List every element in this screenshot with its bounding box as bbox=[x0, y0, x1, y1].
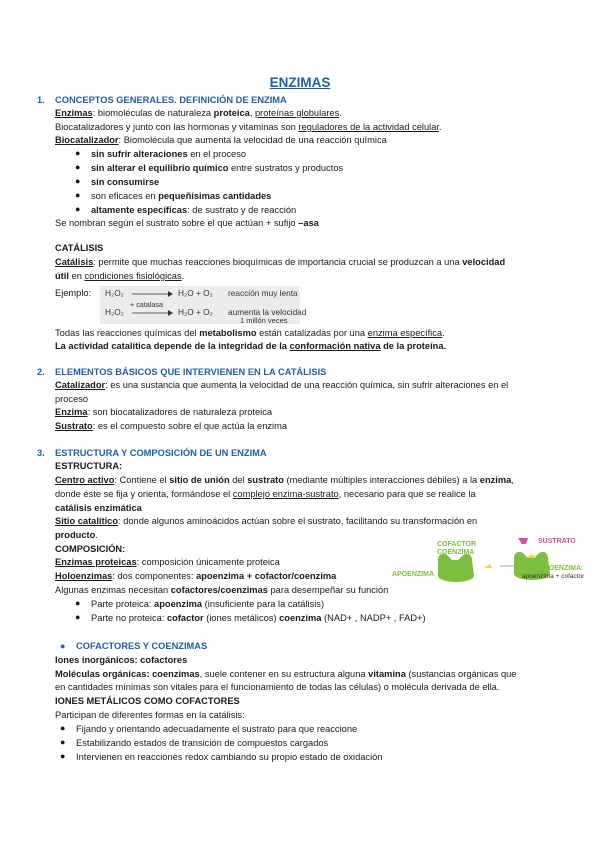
text: Biocatalizadores y junto con las hormonas y vitaminas son bbox=[55, 122, 299, 132]
arrow-label: + catalasa bbox=[130, 300, 163, 309]
term: proteínas globulares bbox=[255, 108, 340, 118]
text: , suele contener en su estructura alguna bbox=[199, 669, 369, 679]
term: –asa bbox=[298, 218, 319, 228]
bound-cofactor-shape bbox=[526, 554, 536, 558]
paragraph-line bbox=[55, 121, 442, 134]
paragraph-line bbox=[55, 570, 336, 583]
text: , bbox=[249, 108, 255, 118]
term: complejo enzima-sustrato bbox=[232, 489, 339, 499]
paragraph-line bbox=[55, 668, 516, 681]
subheading: IONES METÁLICOS COMO COFACTORES bbox=[55, 696, 240, 706]
text: (insuficiente para la catálisis) bbox=[202, 599, 325, 609]
text: : Biomolécula que aumenta la velocidad de una reacción química bbox=[118, 135, 387, 145]
term: coenzima bbox=[279, 613, 322, 623]
text: : composición únicamente proteica bbox=[136, 557, 280, 567]
figure-label: SUSTRATO bbox=[538, 538, 576, 545]
term: sin alterar el equilibrio químico bbox=[91, 163, 229, 173]
formula: H₂O₂ bbox=[105, 307, 124, 317]
paragraph-line bbox=[55, 406, 272, 419]
list-item bbox=[91, 190, 271, 203]
paragraph-line bbox=[55, 217, 319, 230]
term: altamente específicas bbox=[91, 205, 188, 215]
paragraph-line bbox=[55, 474, 514, 487]
paragraph-line bbox=[55, 134, 387, 147]
term: sin sufrir alteraciones bbox=[91, 149, 188, 159]
figure-label: COFACTOR bbox=[437, 541, 477, 548]
text: están catalizadas por una bbox=[256, 328, 368, 338]
text: . bbox=[181, 271, 185, 281]
text: Parte proteica: bbox=[91, 599, 155, 609]
term: Moléculas orgánicas: coenzimas bbox=[55, 669, 200, 679]
formula: H₂O + O₂ bbox=[178, 307, 213, 317]
list-item bbox=[91, 176, 159, 189]
text: : dos componentes: bbox=[112, 571, 197, 581]
term: cofactor bbox=[166, 613, 204, 623]
term: cofactores/coenzimas bbox=[170, 585, 268, 595]
text: : es una sustancia que aumenta la velocidad de una reacción química, sin sufrir alteraciones en el bbox=[105, 380, 509, 390]
text: entre sustratos y productos bbox=[228, 163, 344, 173]
list-item bbox=[91, 612, 426, 625]
bullet-icon: ● bbox=[75, 190, 81, 200]
figure-label: APOENZIMA bbox=[392, 571, 434, 578]
paragraph-line bbox=[55, 256, 505, 269]
text: , bbox=[511, 475, 514, 485]
text: (iones metálicos) bbox=[203, 613, 280, 623]
figure-label: COENZIMA bbox=[437, 549, 475, 556]
term: Sitio catalítico bbox=[55, 516, 119, 526]
term: conformación nativa bbox=[289, 341, 381, 351]
paragraph-line bbox=[55, 270, 184, 283]
bullet-icon: ● bbox=[75, 176, 81, 186]
term: Sustrato bbox=[55, 421, 93, 431]
bullet-icon: ● bbox=[60, 641, 66, 651]
text: La actividad catalítica depende de la integridad de la bbox=[55, 341, 290, 351]
term: producto bbox=[55, 530, 96, 540]
example-image bbox=[100, 286, 307, 325]
subheading: ESTRUCTURA: bbox=[55, 461, 123, 471]
text: (mediante múltiples interacciones débiles) a la bbox=[283, 475, 480, 485]
cofactor-shape bbox=[484, 564, 492, 568]
text: (sustancias orgánicas que bbox=[405, 669, 517, 679]
text: en el proceso bbox=[187, 149, 247, 159]
text: . bbox=[438, 122, 442, 132]
section-number: 2. bbox=[37, 367, 45, 377]
paragraph-line bbox=[55, 340, 446, 353]
text: : de sustrato y de reacción bbox=[187, 205, 297, 215]
arrow-icon bbox=[132, 309, 174, 317]
paragraph-line bbox=[55, 420, 287, 433]
section-heading: ELEMENTOS BÁSICOS QUE INTERVIENEN EN LA CATÁLISIS bbox=[55, 367, 327, 377]
section-heading: ESTRUCTURA Y COMPOSICIÓN DE UN ENZIMA bbox=[55, 448, 267, 458]
bullet-icon: ● bbox=[60, 723, 66, 733]
note: aumenta la velocidad bbox=[228, 307, 307, 317]
paragraph-line bbox=[55, 556, 280, 569]
bullet-icon: ● bbox=[75, 162, 81, 172]
list-item bbox=[91, 162, 343, 175]
paragraph-line bbox=[55, 327, 445, 340]
list-item: Fijando y orientando adecuadamente el sustrato para que reaccione bbox=[76, 724, 358, 734]
section-number: 3. bbox=[37, 448, 45, 458]
text: . bbox=[339, 108, 342, 118]
term: proteica bbox=[213, 108, 250, 118]
section-heading: CONCEPTOS GENERALES. DEFINICIÓN DE ENZIMA bbox=[55, 95, 287, 105]
bullet-icon: ● bbox=[75, 204, 81, 214]
term: velocidad bbox=[462, 257, 506, 267]
paragraph-line: proceso bbox=[55, 394, 89, 404]
paragraph-line bbox=[55, 515, 477, 528]
text: : son biocatalizadores de naturaleza proteica bbox=[87, 407, 273, 417]
list-item bbox=[91, 204, 296, 217]
term: útil bbox=[55, 271, 69, 281]
figure-label: HOLOENZIMA: bbox=[534, 565, 584, 572]
substrate-shape bbox=[518, 538, 528, 544]
formula: H₂O₂ bbox=[105, 288, 124, 298]
term: reguladores de la actividad celular bbox=[298, 122, 439, 132]
paragraph-line bbox=[55, 488, 476, 501]
text: donde éste se fija y orienta, formándose el bbox=[55, 489, 233, 499]
term: enzima bbox=[479, 475, 512, 485]
bullet-icon: ● bbox=[75, 148, 81, 158]
example-label: Ejemplo: bbox=[55, 288, 92, 298]
term: Biocatalizador bbox=[55, 135, 119, 145]
term: vitamina bbox=[368, 669, 406, 679]
list-item: Intervienen en reacciones redox cambiando su propio estado de oxidación bbox=[76, 752, 383, 762]
term: Centro activo bbox=[55, 475, 115, 485]
bullet-icon: ● bbox=[75, 612, 81, 622]
text: del bbox=[229, 475, 248, 485]
text: Parte no proteica: bbox=[91, 613, 167, 623]
paragraph-line bbox=[55, 529, 98, 542]
figure-label: apoenzima + cofactor bbox=[522, 573, 585, 580]
note: reacción muy lenta bbox=[228, 288, 298, 298]
term: Enzimas bbox=[55, 108, 93, 118]
term: sin consumirse bbox=[91, 177, 160, 187]
text: : es el compuesto sobre el que actúa la enzima bbox=[92, 421, 288, 431]
text: para desempeñar su función bbox=[267, 585, 389, 595]
paragraph-line: en cantidades mínimas son vitales para el funcionamiento de todas las células) o molécula derivada de ella. bbox=[55, 682, 500, 692]
page-title: ENZIMAS bbox=[269, 75, 331, 90]
paragraph-line bbox=[55, 379, 508, 392]
text: . bbox=[95, 530, 98, 540]
term: Catálisis bbox=[55, 257, 94, 267]
text: de la proteína. bbox=[380, 341, 447, 351]
term: Enzimas proteicas bbox=[55, 557, 137, 567]
subheading: CATÁLISIS bbox=[55, 243, 104, 253]
term: Catalizador bbox=[55, 380, 106, 390]
subheading: COMPOSICIÓN: bbox=[55, 544, 126, 554]
arrow-icon bbox=[132, 290, 174, 298]
text: Todas las reacciones químicas del bbox=[55, 328, 200, 338]
text: : biomoléculas de naturaleza bbox=[92, 108, 214, 118]
term: Holoenzimas bbox=[55, 571, 113, 581]
term: apoenzima + cofactor/coenzima bbox=[196, 571, 337, 581]
formula: H₂O + O₂ bbox=[178, 288, 213, 298]
term: sustrato bbox=[247, 475, 284, 485]
text: en bbox=[68, 271, 85, 281]
term: pequeñísimas cantidades bbox=[158, 191, 272, 201]
paragraph-line bbox=[55, 107, 342, 120]
term: metabolismo bbox=[199, 328, 257, 338]
text: Algunas enzimas necesitan bbox=[55, 585, 171, 595]
section-heading: COFACTORES Y COENZIMAS bbox=[76, 641, 208, 651]
term: enzima específica bbox=[367, 328, 443, 338]
text: Se nombran según el sustrato sobre el que actúan + sufijo bbox=[55, 218, 299, 228]
bullet-icon: ● bbox=[60, 751, 66, 761]
list-item bbox=[91, 148, 246, 161]
paragraph-line: catálisis enzimática bbox=[55, 503, 142, 513]
text: (NAD+ , NADP+ , FAD+) bbox=[321, 613, 426, 623]
term: condiciones fisiológicas bbox=[84, 271, 182, 281]
term: sitio de unión bbox=[169, 475, 230, 485]
text: : donde algunos aminoácidos actúan sobre el sustrato, facilitando su transformación en bbox=[118, 516, 478, 526]
section-number: 1. bbox=[37, 95, 45, 105]
list-item bbox=[91, 598, 324, 611]
text: son eficaces en bbox=[91, 191, 159, 201]
paragraph-line: Participan de diferentes formas en la catálisis: bbox=[55, 710, 245, 720]
text: , necesario para que se realice la bbox=[338, 489, 476, 499]
text: : permite que muchas reacciones bioquímicas de importancia crucial se produzcan a una bbox=[93, 257, 463, 267]
paragraph-line bbox=[55, 584, 388, 597]
paragraph-line: Iones inorgánicos: cofactores bbox=[55, 655, 188, 665]
bullet-icon: ● bbox=[75, 598, 81, 608]
bullet-icon: ● bbox=[60, 737, 66, 747]
note: 1 millón veces bbox=[240, 316, 288, 325]
term: Enzima bbox=[55, 407, 88, 417]
text: : Contiene el bbox=[114, 475, 170, 485]
holoenzyme-figure bbox=[392, 532, 592, 592]
list-item: Estabilizando estados de transición de compuestos cargados bbox=[76, 738, 329, 748]
text: . bbox=[442, 328, 445, 338]
term: apoenzima bbox=[154, 599, 203, 609]
